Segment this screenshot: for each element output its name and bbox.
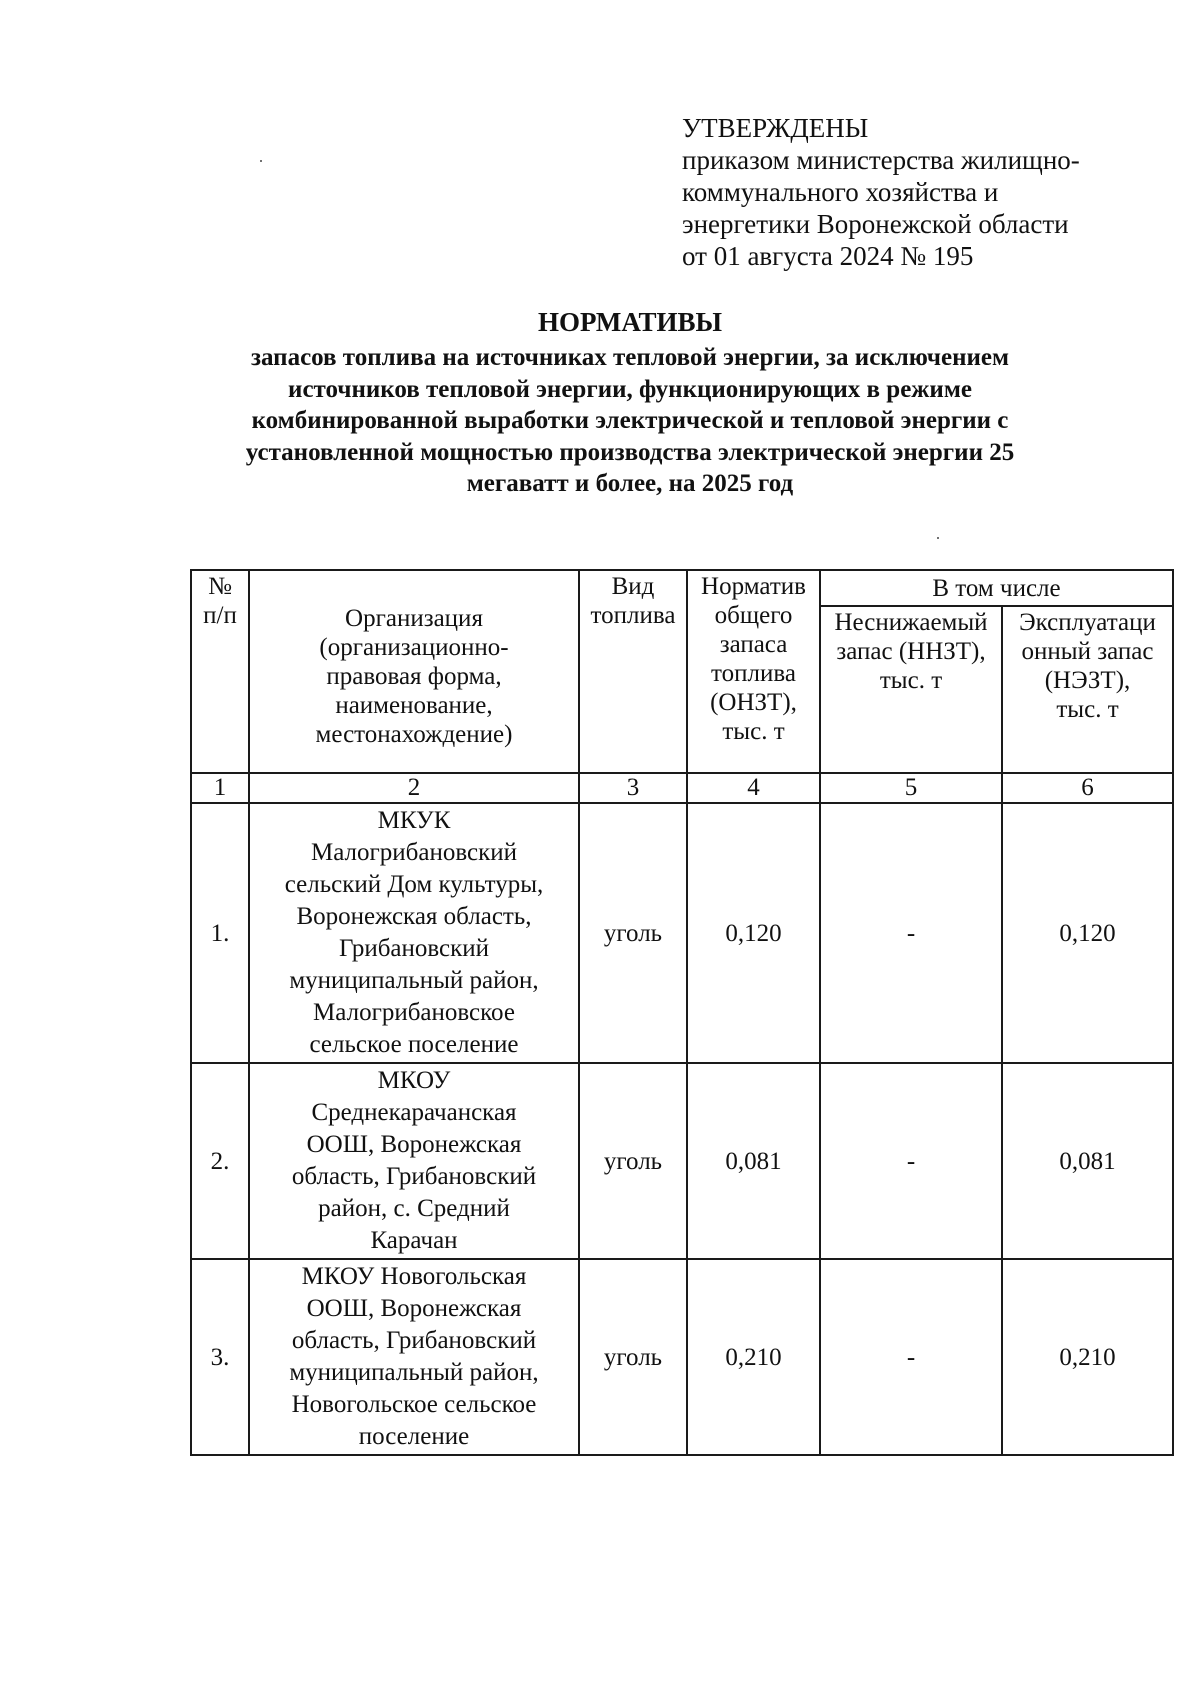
row-nnzt: -: [820, 1259, 1002, 1455]
row-nezt: 0,210: [1002, 1259, 1173, 1455]
table-row: [191, 803, 1173, 1063]
row-total: 0,120: [687, 803, 820, 1063]
row-fuel: уголь: [579, 803, 687, 1063]
row-fuel: уголь: [579, 1063, 687, 1259]
row-organization: МКОУ Новогольская ООШ, Воронежская область, Грибановский муниципальный район, Новогольское сельское поселение: [249, 1259, 579, 1455]
column-number-row: [191, 773, 1173, 803]
approval-block: [682, 112, 1182, 272]
subtitle-line: установленной мощностью производства электрической энергии 25: [245, 438, 1015, 466]
approval-line: энергетики Воронежской области: [682, 209, 1069, 239]
row-fuel: уголь: [579, 1259, 687, 1455]
row-num: 1.: [191, 803, 249, 1063]
header-organization: Организация (организационно- правовая форма, наименование, местонахождение): [249, 570, 579, 773]
row-nnzt: -: [820, 803, 1002, 1063]
header-including: В том числе: [820, 570, 1173, 606]
table-row: [191, 1063, 1173, 1259]
row-organization: МКУК Малогрибановский сельский Дом культуры, Воронежская область, Грибановский муниципальный район, Малогрибановское сельское поселение: [249, 803, 579, 1063]
row-num: 3.: [191, 1259, 249, 1455]
header-total-reserve: Норматив общего запаса топлива (ОНЗТ), тыс. т: [687, 570, 820, 773]
subtitle-line: мегаватт и более, на 2025 год: [466, 470, 794, 497]
header-row: [191, 570, 1173, 606]
approval-line: от 01 августа 2024 № 195: [682, 241, 974, 271]
column-number: 5: [820, 773, 1002, 803]
column-number: 6: [1002, 773, 1173, 803]
row-nnzt: -: [820, 1063, 1002, 1259]
header-nnzt: Неснижаемый запас (ННЗТ), тыс. т: [820, 606, 1002, 773]
header-nezt: Эксплуатаци онный запас (НЭЗТ), тыс. т: [1002, 606, 1173, 773]
document-title: НОРМАТИВЫ: [537, 307, 723, 337]
scan-speck: [937, 537, 939, 539]
column-number: 3: [579, 773, 687, 803]
approval-line: приказом министерства жилищно-: [682, 145, 1080, 175]
subtitle-line: комбинированной выработки электрической и тепловой энергии с: [251, 407, 1009, 434]
approval-heading: УТВЕРЖДЕНЫ: [682, 113, 869, 143]
header-num: № п/п: [191, 570, 249, 773]
row-num: 2.: [191, 1063, 249, 1259]
scan-speck: [260, 160, 262, 162]
subtitle-line: источников тепловой энергии, функционирующих в режиме: [288, 375, 972, 403]
approval-line: коммунального хозяйства и: [682, 177, 999, 207]
row-total: 0,081: [687, 1063, 820, 1259]
row-organization: МКОУ Среднекарачанская ООШ, Воронежская область, Грибановский район, с. Средний Карачан: [249, 1063, 579, 1259]
document-subtitle: [190, 342, 1070, 500]
column-number: 1: [191, 773, 249, 803]
row-nezt: 0,120: [1002, 803, 1173, 1063]
header-fuel-type: Вид топлива: [579, 570, 687, 773]
column-number: 2: [249, 773, 579, 803]
norms-table: [190, 569, 1174, 1456]
subtitle-line: запасов топлива на источниках тепловой энергии, за исключением: [250, 344, 1010, 371]
row-nezt: 0,081: [1002, 1063, 1173, 1259]
column-number: 4: [687, 773, 820, 803]
table-row: [191, 1259, 1173, 1455]
row-total: 0,210: [687, 1259, 820, 1455]
